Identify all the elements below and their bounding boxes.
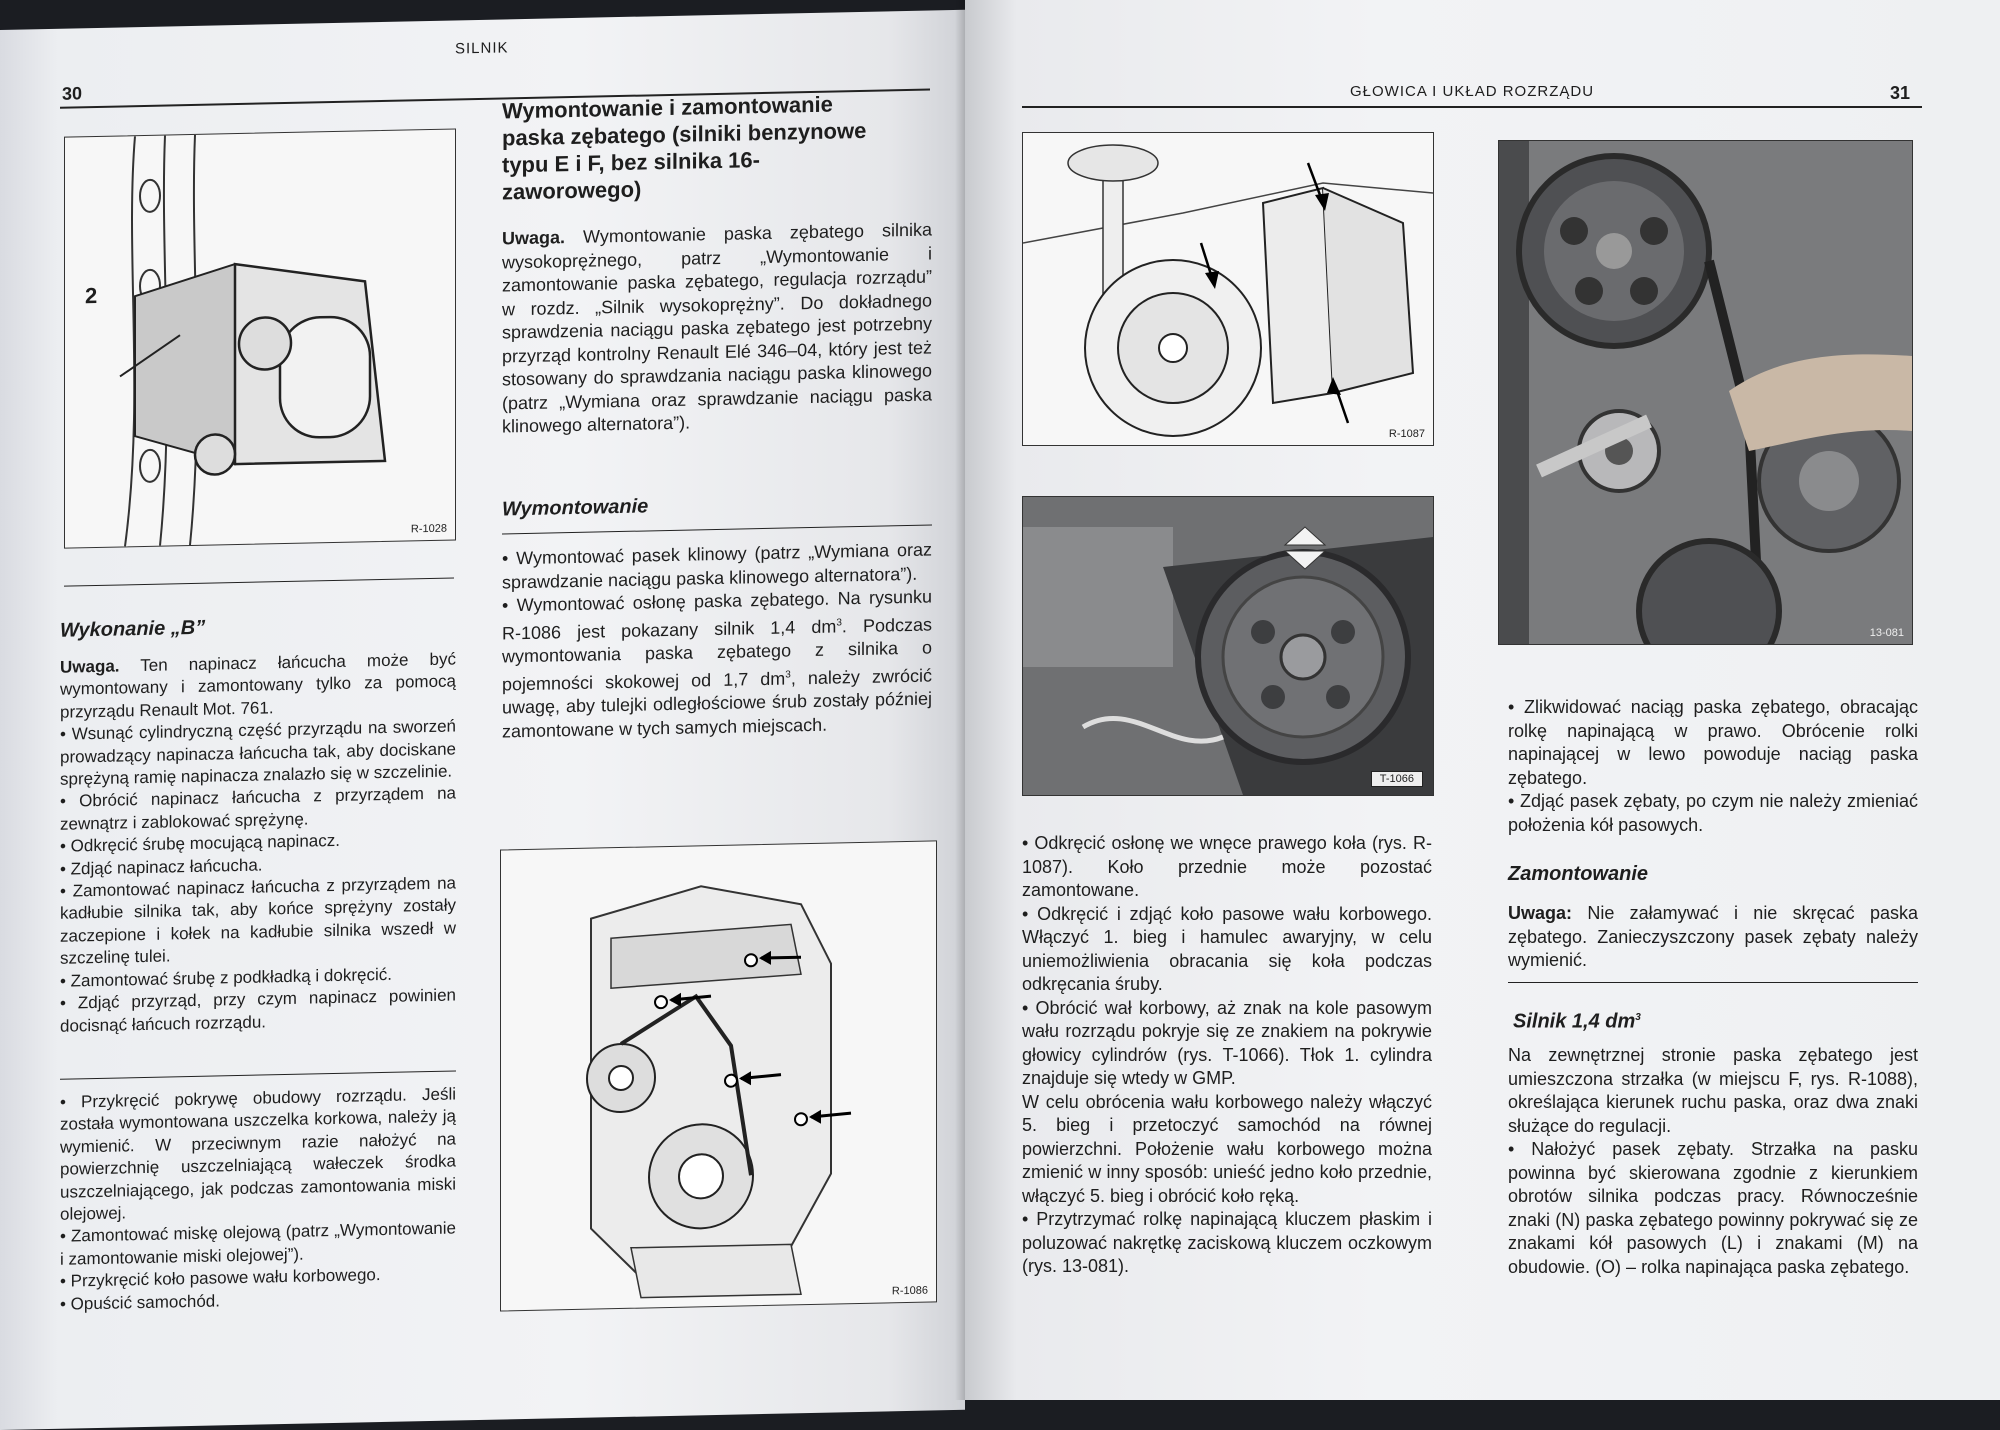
header-rule-right [1022, 106, 1922, 108]
timing-procedure-steps [1022, 832, 1432, 1279]
heading-zamontowanie: Zamontowanie [1508, 863, 1649, 885]
list-item: • Nałożyć pasek zębaty. Strzałka na pasku powinna być skierowana zgodnie z kierunkiem obrotów silnika podczas pracy. Równocześnie znaki (N) paska zębatego powinny pokrywać się ze znakami kół pasowych (L) i znakami (M) na obudowie. (O) – rolka napinająca paska zębatego. [1508, 1139, 1918, 1277]
list-item: • Przykręcić koło pasowe wału korbowego. [60, 1265, 381, 1291]
note-label: Uwaga. [502, 227, 566, 249]
page-number-right: 31 [1890, 83, 1911, 103]
list-item: • Obrócić napinacz łańcucha z przyrządem na zewnątrz i zablokować sprężynę. [60, 783, 456, 834]
note-label: Uwaga. [60, 656, 120, 677]
photo-13081 [1498, 140, 1913, 645]
figure-r1028 [64, 128, 456, 548]
list-item: • Zdjąć przyrząd, przy czym napinacz powinien docisnąć łańcuch rozrządu. [60, 985, 456, 1036]
list-item: • Zlikwidować naciąg paska zębatego, obracając rolkę napinającą w prawo. Obrócenie rolki napinającej w lewo powoduje naciąg paska zębatego. [1508, 697, 1918, 788]
heading-silnik-1-4: Silnik 1,4 $dm^3$ [1513, 1010, 1641, 1033]
list-item: • Opuścić samochód. [60, 1291, 220, 1314]
engine14-text [1508, 1044, 1918, 1279]
camshaft-pulley-photo [1023, 497, 1433, 795]
section-b-text [60, 648, 456, 1037]
tensioner-pulley-photo [1499, 141, 1912, 644]
page-title-timing-belt: Wymontowanie i zamontowanie paska zębatego (silniki benzynowe typu E i F, bez silnika 16-zaworowego) [502, 91, 867, 205]
list-item: • Zamontować miskę olejową (patrz „Wymontowanie i zamontowanie miski olejowej”). [60, 1218, 456, 1269]
left-page [0, 10, 965, 1430]
engine-drawing [501, 841, 936, 1310]
engine14-paragraph: Na zewnętrznej stronie paska zębatego jest umieszczona strzałka (w miejscu F, rys. R-1088), określająca kierunek ruchu paska, oraz dwa znaki służące do regulacji. [1508, 1045, 1918, 1136]
list-item: • Zamontować napinacz łańcucha z przyrządem na kadłubie silnika tak, aby końce sprężyny zostały zaczepione i kołek na kadłubie silnika wszedł w szczelinę tulei. [60, 873, 456, 969]
list-item: • Zamontować śrubę z podkładką i dokręcić. [60, 964, 392, 991]
figure-r1087 [1022, 132, 1434, 446]
list-item: • Odkręcić i zdjąć koło pasowe wału korbowego. Włączyć 1. bieg i hamulec awaryjny, w celu uniemożliwienia obracania się koła podczas odkręcania śruby. [1022, 903, 1432, 994]
list-item: • Zdjąć napinacz łańcucha. [60, 855, 263, 879]
list-item: • Przykręcić pokrywę obudowy rozrządu. Jeśli została wymontowana uszczelka korkowa, należy ją wymienić. W przeciwnym razie nałożyć na powierzchnię uszczelniającą wałeczek środka uszczelniającego, jak podczas zamontowania miski olejowej. [60, 1084, 456, 1224]
note-label: Uwaga: [1508, 903, 1573, 923]
section-rule-b [64, 577, 454, 586]
list-item: • Wymontować osłonę paska zębatego. Na rysunku R-1086 jest pokazany silnik 1,4 $dm^3$. Podczas wymontowania paska zębatego z silnika o pojemności skokowej od 1,7 $dm^3$, należy zwrócić uwagę, aby tulejki odległościowe śrub zostały później zamontowane w tych samych miejscach. [502, 586, 933, 741]
figure-label-t1066: T-1066 [1371, 771, 1423, 787]
tension-steps [1508, 696, 1918, 837]
section-b-note: Uwaga. Ten napinacz łańcucha może być wymontowany i zamontowany tylko za pomocą przyrządu Renault Mot. 761. [60, 649, 456, 722]
removal-steps [502, 538, 932, 743]
section-rule-lower [60, 1070, 456, 1079]
wheel-arch-drawing [1023, 133, 1433, 445]
running-header-right: GŁOWICA I UKŁAD ROZRZĄDU [1350, 83, 1595, 100]
section-rule-engine14 [1508, 982, 1918, 983]
list-item: • Zdjąć pasek zębaty, po czym nie należy zmieniać położenia kół pasowych. [1508, 791, 1918, 835]
heading-wykonanie-b: Wykonanie „B” [60, 616, 206, 642]
list-item: • Odkręcić śrubę mocującą napinacz. [60, 831, 340, 856]
section-rule-removal [502, 524, 932, 534]
list-item: W celu obrócenia wału korbowego należy włączyć 5. bieg i przetoczyć samochód na równej powierzchni. Położenie wału korbowego można zmienić w inny sposób: unieść jedno koło przednie, włączyć 5. bieg i obrócić koło ręką. [1022, 1091, 1432, 1206]
list-item: • Odkręcić osłonę we wnęce prawego koła (rys. R-1087). Koło przednie może pozostać zamontowane. [1022, 833, 1432, 900]
chain-tensioner-drawing [65, 129, 455, 547]
figure-r1086 [500, 840, 937, 1311]
figure-label-r1086: R-1086 [891, 1284, 928, 1298]
heading-wymontowanie: Wymontowanie [502, 495, 649, 521]
callout-2: 2 [85, 282, 98, 309]
list-item: • Wsunąć cylindryczną część przyrządu na sworzeń prowadzący napinacza łańcucha tak, aby dociskane sprężyną ramię napinacza znalazło się w szczelinie. [60, 716, 456, 789]
photo-t1066 [1022, 496, 1434, 796]
figure-label-13081: 13-081 [1869, 627, 1904, 639]
installation-note: Uwaga: Nie załamywać i nie skręcać paska zębatego. Zanieczyszczony pasek zębaty należy wymienić. [1508, 903, 1918, 970]
figure-label-r1028: R-1028 [410, 522, 447, 536]
lower-bullets [60, 1083, 456, 1315]
list-item: • Obrócić wał korbowy, aż znak na kole pasowym wału rozrządu pokryje się ze znakiem na pokrywie głowicy cylindrów (rys. T-1066). Tłok 1. cylindra znajduje się wtedy w GMP. [1022, 997, 1432, 1088]
list-item: • Wymontować pasek klinowy (patrz „Wymiana oraz sprawdzanie naciągu paska klinowego alternatora”). [502, 539, 932, 592]
timing-belt-note: Uwaga. Wymontowanie paska zębatego silnika wysokoprężnego, patrz „Wymontowanie i zamontowanie paska zębatego, regulacja rozrządu” w rozdz. „Silnik wysokoprężny”. Do dokładnego sprawdzenia naciągu paska zębatego jest potrzebny przyrząd kontrolny Renault Elé 346–04, który jest też stosowany do sprawdzania naciągu paska klinowego (patrz „Wymiana oraz sprawdzanie naciągu paska klinowego alternatora”). [502, 219, 932, 437]
right-page [965, 0, 2000, 1400]
figure-label-r1087: R-1087 [1388, 428, 1425, 440]
list-item: • Przytrzymać rolkę napinającą kluczem płaskim i poluzować nakrętkę zaciskową kluczem oczkowym (rys. 13-081). [1022, 1209, 1432, 1276]
running-header-left: SILNIK [455, 39, 509, 58]
page-number-left: 30 [62, 83, 83, 104]
